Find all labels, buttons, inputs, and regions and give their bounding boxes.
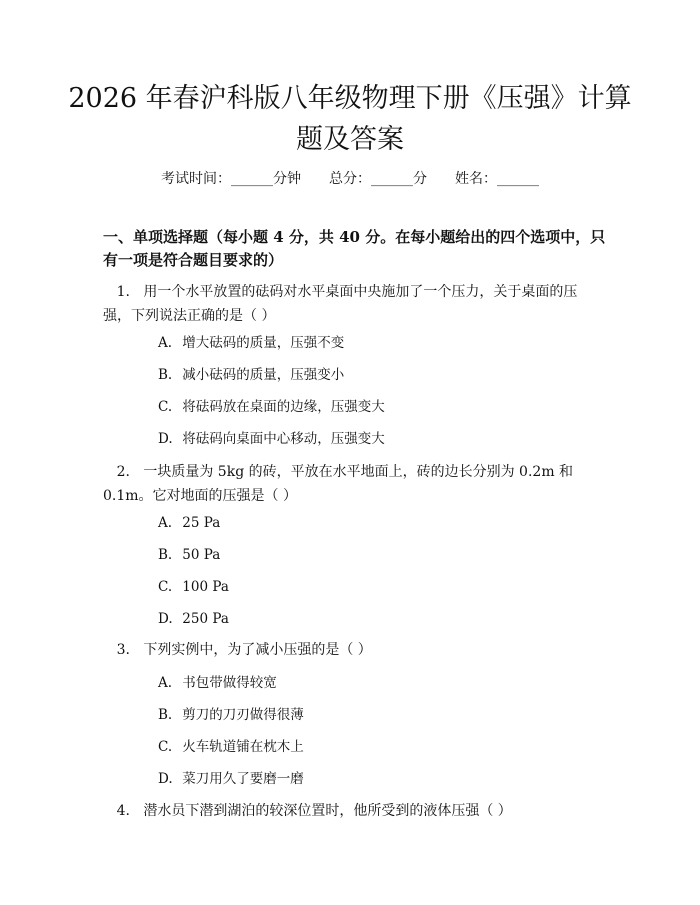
student-name-label: 姓名：______ [455, 171, 539, 187]
question-number: 3. [116, 642, 130, 658]
question-2 [103, 460, 603, 508]
option-3d: D. 菜刀用久了要磨一磨 [158, 771, 304, 787]
option-1a: A. 增大砝码的质量，压强不变 [158, 335, 345, 351]
option-2a: A. 25 Pa [158, 515, 221, 531]
question-stem: 一块质量为 5kg 的砖，平放在水平地面上，砖的边长分别为 0.2m 和 0.1m。它对地面的压强是（ ） [103, 464, 574, 504]
option-2d: D. 250 Pa [158, 611, 229, 627]
option-2c: C. 100 Pa [158, 579, 229, 595]
option-3c: C. 火车轨道铺在枕木上 [158, 739, 304, 755]
total-score-label: 总分：______分 [329, 171, 427, 187]
option-1c: C. 将砝码放在桌面的边缘，压强变大 [158, 399, 385, 415]
exam-meta-line [0, 168, 700, 188]
question-stem: 下列实例中，为了减小压强的是（ ） [143, 642, 372, 658]
question-1 [103, 280, 603, 328]
option-1b: B. 减小砝码的质量，压强变小 [158, 367, 345, 383]
section-heading-single-choice: 一、单项选择题（每小题 4 分，共 40 分。在每小题给出的四个选项中，只有一项是符合题目要求的） [103, 228, 606, 269]
question-number: 2. [116, 464, 130, 480]
option-1d: D. 将砝码向桌面中心移动，压强变大 [158, 431, 385, 447]
question-4 [103, 799, 603, 823]
question-number: 4. [116, 803, 130, 819]
exam-time-label: 考试时间：______分钟 [161, 171, 301, 187]
option-2b: B. 50 Pa [158, 547, 221, 563]
question-number: 1. [116, 284, 130, 300]
question-stem: 用一个水平放置的砝码对水平桌面中央施加了一个压力，关于桌面的压强，下列说法正确的是（ ） [103, 284, 578, 324]
option-3b: B. 剪刀的刀刃做得很薄 [158, 707, 304, 723]
question-stem: 潜水员下潜到湖泊的较深位置时，他所受到的液体压强（ ） [143, 803, 512, 819]
question-3 [103, 638, 603, 662]
option-3a: A. 书包带做得较宽 [158, 675, 277, 691]
document-title: 2026 年春沪科版八年级物理下册《压强》计算题及答案 [68, 83, 632, 155]
